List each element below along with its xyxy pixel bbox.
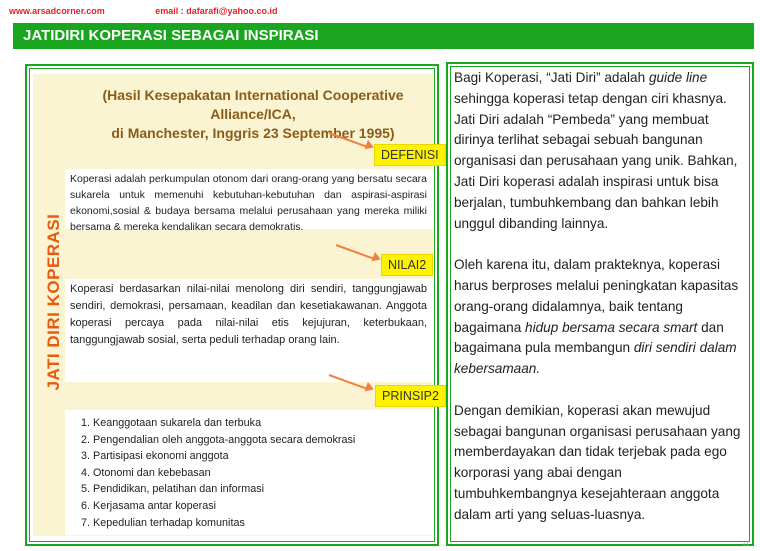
p2-text-a: Oleh karena itu, dalam prakteknya, koperasi harus berproses melalui peningkatan kapasitas orang-orang didalamnya, baik tentang bagaimana bbox=[454, 257, 739, 335]
subtitle-line-1: (Hasil Kesepakatan International Cooperative Alliance/ICA, bbox=[102, 87, 404, 122]
defenisi-tag: DEFENISI bbox=[374, 144, 446, 166]
prinsip-list-box bbox=[65, 410, 433, 535]
subtitle-line-2: di Manchester, Inggris 23 September 1995) bbox=[111, 125, 395, 141]
list-item: 6. Kerjasama antar koperasi bbox=[93, 498, 433, 515]
paragraph-3: Dengan demikian, koperasi akan mewujud sebagai bangunan organisasi perusahaan yang memberdayakan dan tidak terjebak pada ego korporasi yang abai dengan tumbuhkembangnya kesejahteraan anggota dalam arti yang seluas-luasnya. bbox=[454, 402, 741, 522]
list-item: 5. Pendidikan, pelatihan dan informasi bbox=[93, 481, 433, 498]
list-item: 3. Partisipasi ekonomi anggota bbox=[93, 448, 433, 465]
prinsip-list bbox=[65, 410, 433, 531]
paragraph-1 bbox=[454, 68, 744, 234]
list-item: 2. Pengendalian oleh anggota-anggota secara demokrasi bbox=[93, 432, 433, 449]
prinsip-tag: PRINSIP2 bbox=[375, 385, 446, 407]
slide-title: JATIDIRI KOPERASI SEBAGAI INSPIRASI bbox=[13, 23, 754, 49]
arrow-head-prinsip bbox=[365, 382, 376, 394]
arrow-nilai bbox=[336, 244, 376, 260]
page-number: 11 bbox=[742, 541, 750, 548]
email-text: email : dafarafi@yahoo.co.id bbox=[155, 6, 278, 16]
p2-italic-1: hidup bersama secara smart bbox=[525, 319, 698, 335]
left-panel bbox=[33, 74, 439, 536]
vertical-label-text: JATI DIRI KOPERASI bbox=[44, 213, 63, 391]
p2-italic-2: diri sendiri dalam kebersamaan. bbox=[454, 340, 737, 377]
left-box bbox=[25, 64, 439, 546]
p1-italic: guide line bbox=[648, 70, 708, 85]
list-item: 4. Otonomi dan kebebasan bbox=[93, 465, 433, 482]
nilai-text: Koperasi berdasarkan nilai-nilai menolong diri sendiri, tanggungjawab sendiri, demokrasi, persamaan, keadilan dan kesetiakawanan. Anggota koperasi percaya pada nilai-nilai etis kejujuran, keterbukaan, tanggungjawab sosial, serta peduli terhadap orang lain. bbox=[65, 279, 433, 382]
defenisi-text: Koperasi adalah perkumpulan otonom dari orang-orang yang bersatu secara sukarela untuk memenuhi kebutuhan-kebutuhan dan aspirasi-aspirasi ekonomi,sosial & budaya bersama melalui perusahaan yang mereka miliki bersama & mereka kendalikan secara demokratis. bbox=[65, 169, 433, 229]
list-item: 7. Kepedulian terhadap komunitas bbox=[93, 515, 433, 532]
website-link[interactable]: www.arsadcorner.com bbox=[9, 6, 105, 16]
right-box bbox=[446, 62, 754, 546]
list-item: 1. Keanggotaan sukarela dan terbuka bbox=[93, 415, 433, 432]
p2-text-b: dan bagaimana pula membangun bbox=[454, 319, 724, 356]
p1-text-a: Bagi Koperasi, “Jati Diri” adalah bbox=[454, 70, 649, 85]
right-text bbox=[454, 68, 744, 546]
paragraph-2 bbox=[454, 255, 744, 380]
nilai-tag: NILAI2 bbox=[381, 254, 433, 276]
p1-text-b: sehingga koperasi tetap dengan ciri khasnya. Jati Diri adalah “Pembeda” yang membuat dirinya terlihat sebagai sebuah bangunan organisasi dan perusahaan yang unik. Bahkan, Jati Diri koperasi adalah inspirasi untuk bisa berjalan, tumbuhkembang dan bahkan lebih unggul dibanding lainnya. bbox=[454, 90, 738, 231]
subtitle bbox=[73, 86, 433, 143]
top-links bbox=[9, 6, 326, 16]
